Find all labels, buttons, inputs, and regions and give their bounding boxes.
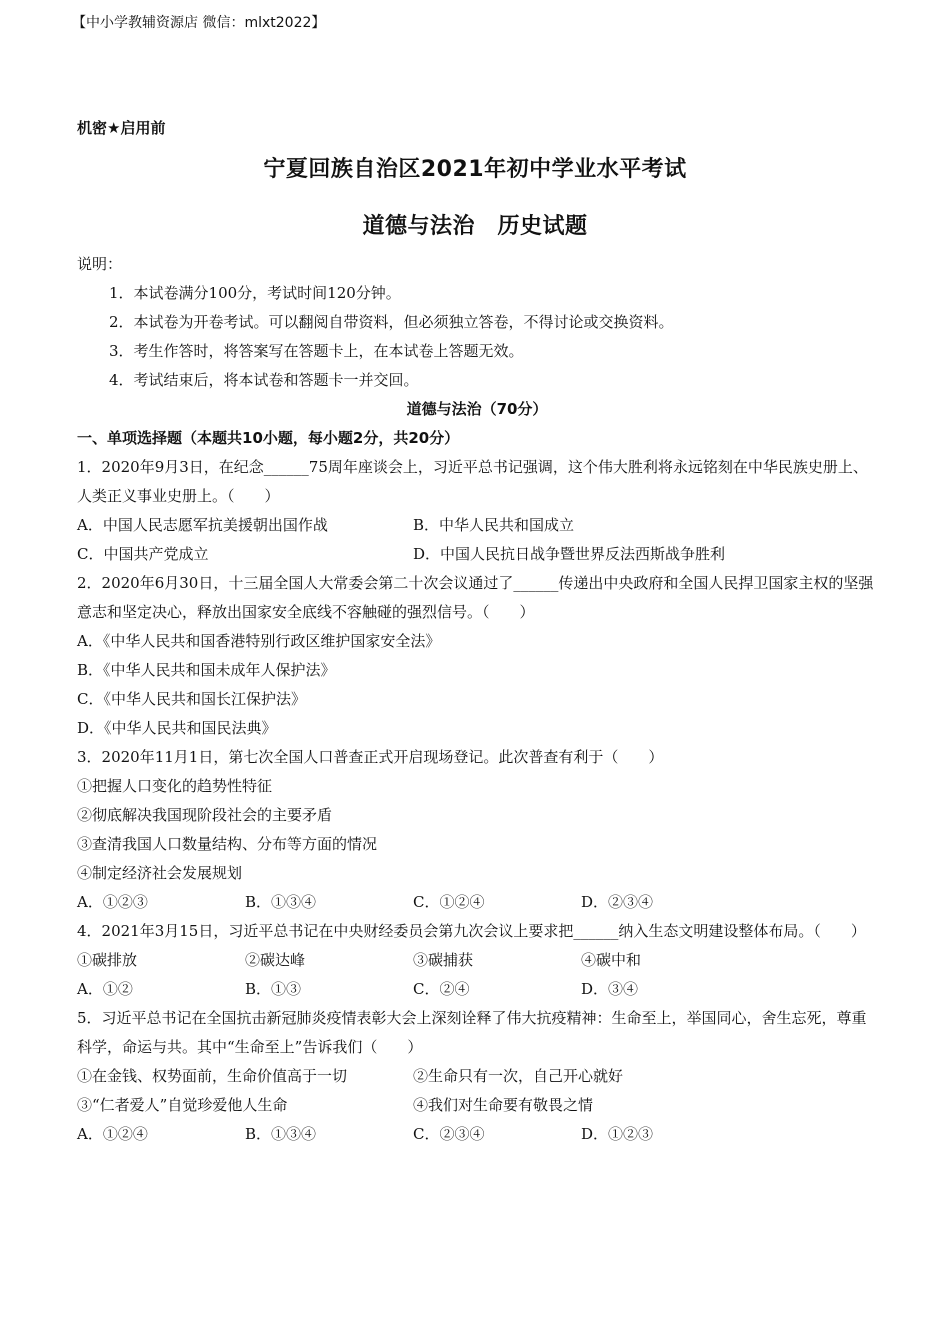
option-c: C．中国共产党成立 [77, 545, 209, 563]
statement-item: ④我们对生命要有敬畏之情 [413, 1096, 594, 1114]
option-row [77, 975, 877, 1004]
statement-item: ②碳达峰 [245, 951, 306, 969]
statement-row [77, 1091, 877, 1120]
option-d: D．中国人民抗日战争暨世界反法西斯战争胜利 [413, 545, 726, 563]
option-c: C．②④ [413, 980, 470, 998]
question-stem: 1．2020年9月3日，在纪念______75周年座谈会上，习近平总书记强调，这个伟大胜利将永远铭刻在中华民族史册上、人类正义事业史册上。（ ） [77, 458, 868, 505]
option-d: D．②③④ [581, 893, 654, 911]
option-row [77, 888, 877, 917]
option-a: A．《中华人民共和国香港特别行政区维护国家安全法》 [77, 632, 441, 650]
option-a: A．①② [77, 980, 133, 998]
part-title: 一、单项选择题（本题共10小题，每小题2分，共20分） [77, 429, 460, 447]
option-row [77, 540, 877, 569]
instructions-label: 说明： [77, 255, 123, 273]
question-stem: 4．2021年3月15日，习近平总书记在中央财经委员会第九次会议上要求把______纳入生态文明建设整体布局。（ ） [77, 922, 866, 940]
statement-item: ③查清我国人口数量结构、分布等方面的情况 [77, 835, 378, 853]
option-b: B．①③④ [245, 893, 317, 911]
option-b: B．①③④ [245, 1125, 317, 1143]
option-c: C．②③④ [413, 1125, 485, 1143]
instruction-item: 3．考生作答时，将答案写在答题卡上，在本试卷上答题无效。 [109, 342, 524, 360]
statement-item: ②彻底解决我国现阶段社会的主要矛盾 [77, 806, 333, 824]
option-d: D．①②③ [581, 1125, 654, 1143]
statement-item: ②生命只有一次，自己开心就好 [413, 1067, 624, 1085]
exam-title: 宁夏回族自治区2021年初中学业水平考试 [263, 157, 687, 182]
statement-item: ①在金钱、权势面前，生命价值高于一切 [77, 1067, 348, 1085]
statement-item: ①把握人口变化的趋势性特征 [77, 777, 273, 795]
instruction-item: 2．本试卷为开卷考试。可以翻阅自带资料，但必须独立答卷，不得讨论或交换资料。 [109, 313, 674, 331]
statement-row [77, 1062, 877, 1091]
statement-item: ④制定经济社会发展规划 [77, 864, 243, 882]
statement-row [77, 946, 877, 975]
instructions-block [77, 250, 877, 1149]
option-b: B．《中华人民共和国未成年人保护法》 [77, 661, 336, 679]
instruction-item: 4．考试结束后，将本试卷和答题卡一并交回。 [109, 371, 419, 389]
question-stem: 5．习近平总书记在全国抗击新冠肺炎疫情表彰大会上深刻诠释了伟大抗疫精神：生命至上，举国同心，舍生忘死，尊重科学，命运与共。其中“生命至上”告诉我们（ ） [77, 1009, 867, 1056]
question-stem: 3．2020年11月1日，第七次全国人口普查正式开启现场登记。此次普查有利于（ ） [77, 748, 664, 766]
option-b: B．①③ [245, 980, 302, 998]
option-row [77, 1120, 877, 1149]
instruction-item: 1．本试卷满分100分，考试时间120分钟。 [109, 284, 401, 302]
option-d: D．《中华人民共和国民法典》 [77, 719, 277, 737]
statement-item: ③“仁者爱人”自觉珍爱他人生命 [77, 1096, 288, 1114]
confidential-label: 机密★启用前 [77, 119, 166, 137]
section-title: 道德与法治（70分） [406, 400, 548, 418]
option-a: A．①②③ [77, 893, 148, 911]
option-row [77, 511, 877, 540]
option-a: A．①②④ [77, 1125, 148, 1143]
header-note: 【中小学教辅资源店 微信：mlxt2022】 [72, 15, 326, 31]
option-c: C．《中华人民共和国长江保护法》 [77, 690, 306, 708]
question-stem: 2．2020年6月30日，十三届全国人大常委会第二十次会议通过了______传递出中央政府和全国人民捍卫国家主权的坚强意志和坚定决心，释放出国家安全底线不容触碰的强烈信号。（ ） [77, 574, 874, 621]
exam-subtitle: 道德与法治 历史试题 [362, 214, 588, 239]
option-d: D．③④ [581, 980, 639, 998]
statement-item: ③碳捕获 [413, 951, 474, 969]
option-a: A．中国人民志愿军抗美援朝出国作战 [77, 516, 328, 534]
option-b: B．中华人民共和国成立 [413, 516, 575, 534]
statement-item: ④碳中和 [581, 951, 642, 969]
statement-item: ①碳排放 [77, 951, 138, 969]
option-c: C．①②④ [413, 893, 485, 911]
